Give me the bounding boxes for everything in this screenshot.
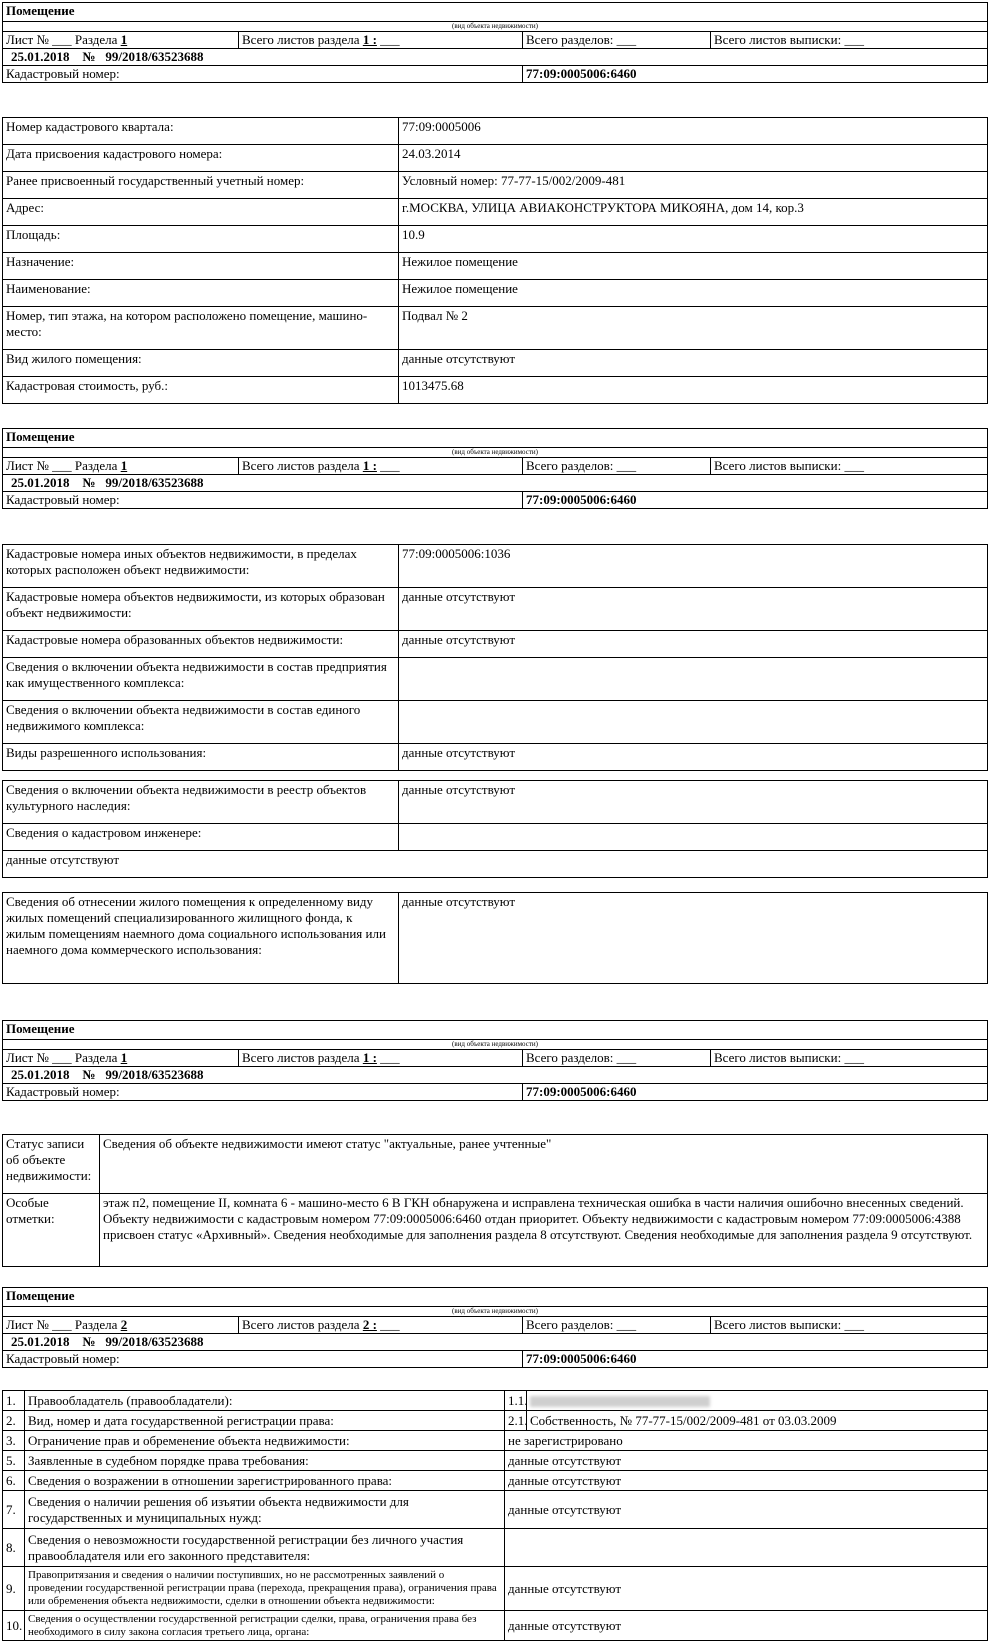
- cadastral-number: 77:09:0005006:6460: [523, 66, 988, 83]
- field-value: данные отсутствуют: [399, 631, 988, 658]
- object-type-caption: (вид объекта недвижимости): [3, 1040, 988, 1050]
- sheet-no-label: Лист №: [6, 1317, 49, 1332]
- section-sheets: 2 :: [362, 1317, 377, 1332]
- row-number: 2.: [3, 1411, 25, 1431]
- blank: ___: [616, 1050, 637, 1065]
- table-row: [3, 1451, 988, 1471]
- table-row: [3, 1431, 988, 1451]
- page3-table: [2, 1134, 988, 1267]
- engineer-label: Сведения о кадастровом инженере:: [3, 824, 399, 851]
- cadastral-number: 77:09:0005006:6460: [523, 492, 988, 509]
- blank: ___: [616, 458, 637, 473]
- table-row: [3, 118, 988, 145]
- table-row: [3, 658, 988, 701]
- table-row: [3, 744, 988, 771]
- blank: ___: [380, 32, 400, 47]
- blank: ___: [844, 1050, 864, 1065]
- row-label: Правообладатель (правообладатели):: [25, 1391, 505, 1411]
- section-number: 1: [120, 32, 128, 47]
- row-label: Правопритязания и сведения о наличии поступивших, но не рассмотренных заявлений о проведении государственной регистрации права (перехода, прекращения права), ограничения права или обременения объекта недвижимости, сделки в отношении объекта недвижимости:: [25, 1567, 505, 1611]
- table-row: [3, 701, 988, 744]
- row-label: Сведения о возражении в отношении зарегистрированного права:: [25, 1471, 505, 1491]
- table-row: [3, 199, 988, 226]
- status-value: Сведения об объекте недвижимости имеют статус "актуальные, ранее учтенные": [100, 1135, 988, 1194]
- table-row: [3, 1391, 988, 1411]
- section-number: 2: [120, 1317, 128, 1332]
- row-value: данные отсутствуют: [505, 1451, 988, 1471]
- field-value: 24.03.2014: [399, 145, 988, 172]
- blank: ___: [844, 458, 864, 473]
- engineer-empty: [399, 824, 988, 851]
- section-label: Раздела: [74, 1050, 118, 1065]
- field-value: данные отсутствуют: [399, 350, 988, 377]
- field-label: Кадастровые номера иных объектов недвижимости, в пределах которых расположен объект недвижимости:: [3, 545, 399, 588]
- table-row: [3, 1567, 988, 1611]
- sheet-no-label: Лист №: [6, 32, 49, 47]
- blank: ___: [52, 458, 72, 473]
- field-value: [399, 701, 988, 744]
- row-label: Сведения о наличии решения об изъятии объекта недвижимости для государственных и муниципальных нужд:: [25, 1491, 505, 1529]
- table-row: [3, 280, 988, 307]
- heritage-label: Сведения о включении объекта недвижимости в реестр объектов культурного наследия:: [3, 781, 399, 824]
- extract-date: 25.01.2018: [11, 1334, 70, 1349]
- row-number: 6.: [3, 1471, 25, 1491]
- row-label: Ограничение прав и обременение объекта недвижимости:: [25, 1431, 505, 1451]
- object-type: Помещение: [3, 429, 988, 448]
- field-label: Вид жилого помещения:: [3, 350, 399, 377]
- row-value: данные отсутствуют: [505, 1471, 988, 1491]
- field-label: Сведения о включении объекта недвижимости в состав единого недвижимого комплекса:: [3, 701, 399, 744]
- total-sheets-section-label: Всего листов раздела: [242, 1317, 360, 1332]
- table-row: [3, 1194, 988, 1267]
- field-value: 77:09:0005006: [399, 118, 988, 145]
- extract-number: 99/2018/63523688: [105, 1334, 204, 1349]
- blank: ___: [844, 1317, 864, 1332]
- field-value: 10.9: [399, 226, 988, 253]
- section-sheets: 1 :: [362, 458, 377, 473]
- row-label: Сведения о осуществлении государственной регистрации сделки, права, ограничения права без необходимого в силу закона согласия третьего лица, органа:: [25, 1611, 505, 1641]
- field-label: Номер кадастрового квартала:: [3, 118, 399, 145]
- section-label: Раздела: [74, 458, 118, 473]
- object-type: Помещение: [3, 1021, 988, 1040]
- row-number: 10.: [3, 1611, 25, 1641]
- table-row: [3, 1611, 988, 1641]
- notes-value: этаж п2, помещение II, комната 6 - машино-место 6 В ГКН обнаружена и исправлена техническая ошибка в части наличия ошибочно внесенных сведений. Объекту недвижимости с кадастровым номером 77:09:0005006:6460 отдан приоритет. Объекту недвижимости с кадастровым номером 77:09:0005006:4388 присвоен статус «Архивный». Сведения необходимые для заполнения раздела 8 отсутствуют. Сведения необходимые для заполнения раздела 9 отсутствуют.: [100, 1194, 988, 1267]
- field-label: Назначение:: [3, 253, 399, 280]
- row-value: [527, 1391, 988, 1411]
- total-sections-label: Всего разделов:: [526, 458, 614, 473]
- sheet-no-label: Лист №: [6, 1050, 49, 1065]
- object-type: Помещение: [3, 1288, 988, 1307]
- total-sections-label: Всего разделов:: [526, 32, 614, 47]
- table-row: [3, 588, 988, 631]
- blank: ___: [52, 32, 72, 47]
- cadastral-label: Кадастровый номер:: [3, 1351, 523, 1368]
- field-value: 1013475.68: [399, 377, 988, 404]
- extract-date: 25.01.2018: [11, 475, 70, 490]
- field-label: Номер, тип этажа, на котором расположено помещение, машино-место:: [3, 307, 399, 350]
- field-label: Ранее присвоенный государственный учетный номер:: [3, 172, 399, 199]
- blank: ___: [380, 1317, 400, 1332]
- cadastral-number: 77:09:0005006:6460: [523, 1351, 988, 1368]
- heritage-value: данные отсутствуют: [399, 781, 988, 824]
- cadastral-number: 77:09:0005006:6460: [523, 1084, 988, 1101]
- cadastral-label: Кадастровый номер:: [3, 1084, 523, 1101]
- blank: ___: [52, 1050, 72, 1065]
- table-row: [3, 1135, 988, 1194]
- field-label: Площадь:: [3, 226, 399, 253]
- extract-number: 99/2018/63523688: [105, 1067, 204, 1082]
- number-sign: №: [82, 1067, 96, 1082]
- field-value: данные отсутствуют: [399, 744, 988, 771]
- blank: ___: [52, 1317, 72, 1332]
- total-sheets-section-label: Всего листов раздела: [242, 1050, 360, 1065]
- row-value: [505, 1529, 988, 1567]
- table-row: [3, 307, 988, 350]
- header-block-3: [2, 1020, 988, 1101]
- housing-label: Сведения об отнесении жилого помещения к определенному виду жилых помещений специализированного жилищного фонда, к жилым помещениям наемного дома социального использования или наемного дома коммерческого использования:: [3, 893, 399, 984]
- sheet-no-label: Лист №: [6, 458, 49, 473]
- row-number: 7.: [3, 1491, 25, 1529]
- field-value: Нежилое помещение: [399, 280, 988, 307]
- page4-table: [2, 1390, 988, 1641]
- section-label: Раздела: [74, 1317, 118, 1332]
- section-number: 1: [120, 458, 128, 473]
- table-row: [3, 824, 988, 851]
- field-value: [399, 658, 988, 701]
- field-value: 77:09:0005006:1036: [399, 545, 988, 588]
- total-sections-label: Всего разделов:: [526, 1317, 614, 1332]
- field-value: г.МОСКВА, УЛИЦА АВИАКОНСТРУКТОРА МИКОЯНА, дом 14, кор.3: [399, 199, 988, 226]
- object-type-caption: (вид объекта недвижимости): [3, 448, 988, 458]
- table-row: [3, 226, 988, 253]
- total-sheets-extract-label: Всего листов выписки:: [714, 1317, 842, 1332]
- total-sheets-extract-label: Всего листов выписки:: [714, 458, 842, 473]
- blank: ___: [616, 32, 637, 47]
- row-number: 5.: [3, 1451, 25, 1471]
- field-label: Кадастровая стоимость, руб.:: [3, 377, 399, 404]
- row-number: 1.: [3, 1391, 25, 1411]
- row-number: 3.: [3, 1431, 25, 1451]
- extract-date: 25.01.2018: [11, 49, 70, 64]
- cadastral-label: Кадастровый номер:: [3, 66, 523, 83]
- row-value: данные отсутствуют: [505, 1611, 988, 1641]
- blank: ___: [844, 32, 864, 47]
- header-block-4: [2, 1287, 988, 1368]
- extract-number: 99/2018/63523688: [105, 475, 204, 490]
- object-type: Помещение: [3, 3, 988, 22]
- row-value: данные отсутствуют: [505, 1491, 988, 1529]
- table-row: [3, 350, 988, 377]
- table-row: [3, 893, 988, 984]
- row-number: 9.: [3, 1567, 25, 1611]
- number-sign: №: [82, 49, 96, 64]
- field-label: Кадастровые номера образованных объектов недвижимости:: [3, 631, 399, 658]
- field-value: данные отсутствуют: [399, 588, 988, 631]
- row-subnumber: 1.1.: [505, 1391, 527, 1411]
- number-sign: №: [82, 1334, 96, 1349]
- row-value: данные отсутствуют: [505, 1567, 988, 1611]
- total-sheets-section-label: Всего листов раздела: [242, 32, 360, 47]
- total-sheets-section-label: Всего листов раздела: [242, 458, 360, 473]
- field-label: Дата присвоения кадастрового номера:: [3, 145, 399, 172]
- total-sheets-extract-label: Всего листов выписки:: [714, 32, 842, 47]
- section-sheets: 1 :: [362, 1050, 377, 1065]
- object-type-caption: (вид объекта недвижимости): [3, 1307, 988, 1317]
- field-label: Виды разрешенного использования:: [3, 744, 399, 771]
- row-subnumber: 2.1.: [505, 1411, 527, 1431]
- page2a-table: [2, 544, 988, 771]
- status-label: Статус записи об объекте недвижимости:: [3, 1135, 100, 1194]
- page1-table: [2, 117, 988, 404]
- number-sign: №: [82, 475, 96, 490]
- row-value: не зарегистрировано: [505, 1431, 988, 1451]
- table-row: [3, 377, 988, 404]
- redacted-owner: [530, 1396, 710, 1407]
- table-row: [3, 253, 988, 280]
- blank: ___: [380, 458, 400, 473]
- extract-date: 25.01.2018: [11, 1067, 70, 1082]
- total-sections-label: Всего разделов:: [526, 1050, 614, 1065]
- table-row: [3, 781, 988, 824]
- object-type-caption: (вид объекта недвижимости): [3, 22, 988, 32]
- section-label: Раздела: [74, 32, 118, 47]
- table-row: [3, 1411, 988, 1431]
- field-value: Подвал № 2: [399, 307, 988, 350]
- notes-label: Особые отметки:: [3, 1194, 100, 1267]
- table-row: [3, 631, 988, 658]
- table-row: [3, 851, 988, 878]
- extract-number: 99/2018/63523688: [105, 49, 204, 64]
- blank: ___: [380, 1050, 400, 1065]
- field-label: Сведения о включении объекта недвижимости в состав предприятия как имущественного комплекса:: [3, 658, 399, 701]
- row-value: Собственность, № 77-77-15/002/2009-481 от 03.03.2009: [527, 1411, 988, 1431]
- table-row: [3, 145, 988, 172]
- field-value: Условный номер: 77-77-15/002/2009-481: [399, 172, 988, 199]
- table-row: [3, 1471, 988, 1491]
- table-row: [3, 1529, 988, 1567]
- section-number: 1: [120, 1050, 128, 1065]
- total-sheets-extract-label: Всего листов выписки:: [714, 1050, 842, 1065]
- cadastral-label: Кадастровый номер:: [3, 492, 523, 509]
- header-block-1: [2, 2, 988, 83]
- table-row: [3, 545, 988, 588]
- engineer-value: данные отсутствуют: [3, 851, 988, 878]
- field-value: Нежилое помещение: [399, 253, 988, 280]
- row-label: Сведения о невозможности государственной регистрации без личного участия правообладателя или его законного представителя:: [25, 1529, 505, 1567]
- field-label: Кадастровые номера объектов недвижимости, из которых образован объект недвижимости:: [3, 588, 399, 631]
- row-number: 8.: [3, 1529, 25, 1567]
- section-sheets: 1 :: [362, 32, 377, 47]
- header-block-2: [2, 428, 988, 509]
- housing-value: данные отсутствуют: [399, 893, 988, 984]
- table-row: [3, 1491, 988, 1529]
- row-label: Заявленные в судебном порядке права требования:: [25, 1451, 505, 1471]
- table-row: [3, 172, 988, 199]
- page2b-table: [2, 780, 988, 878]
- field-label: Наименование:: [3, 280, 399, 307]
- field-label: Адрес:: [3, 199, 399, 226]
- row-label: Вид, номер и дата государственной регистрации права:: [25, 1411, 505, 1431]
- page2c-table: [2, 892, 988, 984]
- blank: ___: [616, 1317, 637, 1332]
